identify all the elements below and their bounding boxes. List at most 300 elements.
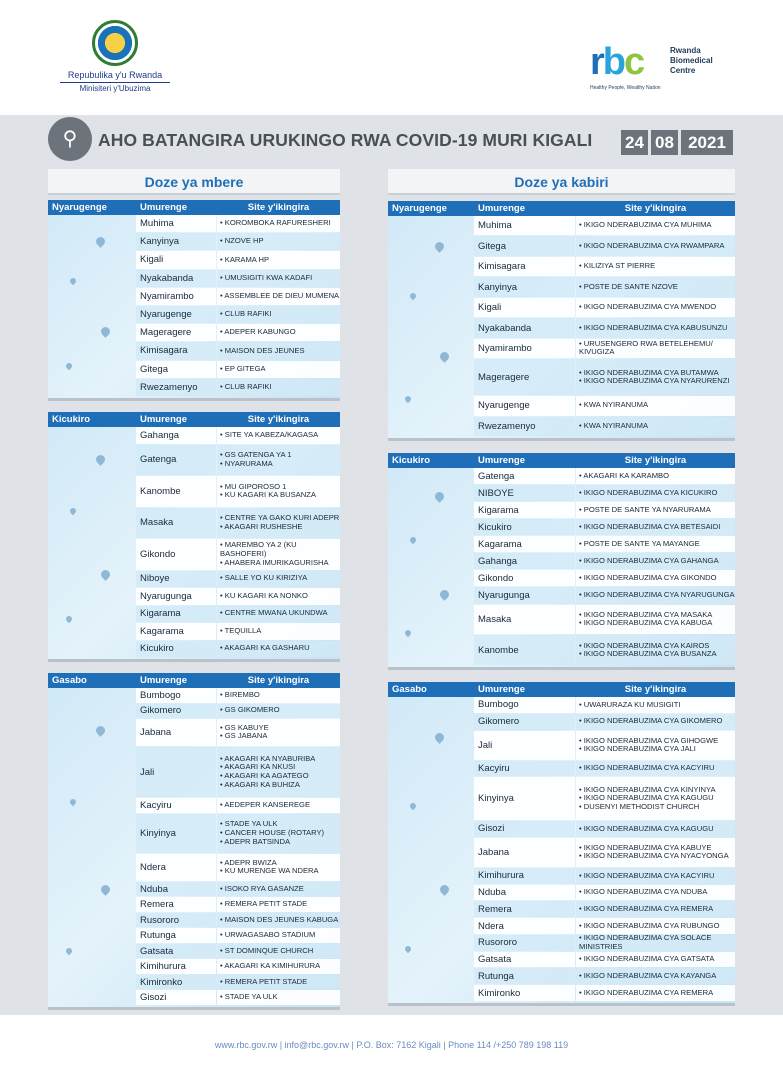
- vaccination-site: [217, 897, 340, 912]
- site-name: • KWA NYIRANUMA: [579, 420, 649, 430]
- table-row: [48, 379, 340, 397]
- ministry-name: Minisiteri y'Ubuzima: [60, 82, 170, 93]
- sector-name: Kimisagara: [474, 257, 575, 276]
- table-row: [388, 838, 735, 868]
- site-name: • GS GATENGA YA 1: [220, 450, 292, 460]
- table-row: [388, 216, 735, 236]
- vaccination-site: [576, 935, 735, 951]
- left-section-kicukiro: [48, 412, 340, 662]
- section-header: [48, 200, 340, 215]
- vaccine-location-icon: ⚲: [48, 117, 92, 161]
- site-name: • IKIGO NDERABUZIMA CYA BUTAMWA: [579, 367, 719, 377]
- sector-name: Jali: [474, 731, 575, 760]
- site-name: • CANCER HOUSE (ROTARY): [220, 828, 325, 837]
- site-name: • AKAGARI KA AGATEGO: [220, 771, 309, 781]
- first-dose-heading: Doze ya mbere: [48, 169, 340, 195]
- vaccination-site: [576, 502, 735, 518]
- vaccination-site: [217, 427, 340, 444]
- site-name: • KU KAGARI KA NONKO: [220, 590, 308, 600]
- vaccination-site: [576, 318, 735, 337]
- government-logo: [60, 20, 170, 93]
- site-name: • IKIGO NDERABUZIMA CYA JALI: [579, 744, 696, 754]
- vaccination-site: [576, 236, 735, 255]
- sector-name: Remera: [136, 897, 216, 912]
- table-row: [48, 882, 340, 898]
- site-name: • KU MURENGE WA NDERA: [220, 866, 319, 876]
- site-name: • POSTE DE SANTE YA NYARURAMA: [579, 504, 711, 514]
- sector-name: Kimironko: [136, 975, 216, 990]
- sector-name: Gikomero: [136, 704, 216, 719]
- table-row: [48, 342, 340, 360]
- sector-name: Kinyinya: [474, 777, 575, 820]
- site-name: • MAISON DES JEUNES KABUGA: [220, 914, 339, 924]
- vaccination-site: [576, 570, 735, 586]
- site-name: • KILIZIYA ST PIERRE: [579, 261, 656, 271]
- site-name: • GS KABUYE: [220, 722, 269, 732]
- site-name: • AKAGARI KA NYABURIBA: [220, 753, 316, 763]
- site-name: • CENTRE MWANA UKUNDWA: [220, 608, 328, 618]
- date-month: 08: [651, 130, 678, 155]
- table-row: [388, 396, 735, 416]
- table-row: [48, 270, 340, 288]
- rbc-logo: [590, 42, 760, 92]
- page-footer: [0, 1015, 783, 1080]
- table-row: [48, 288, 340, 306]
- site-name: • IKIGO NDERABUZIMA CYA KICUKIRO: [579, 487, 718, 497]
- vaccination-site: [576, 635, 735, 665]
- table-row: [48, 719, 340, 747]
- vaccination-site: [217, 944, 340, 959]
- site-name: • IKIGO NDERABUZIMA CYA KAGUGU: [579, 793, 714, 803]
- table-row: [48, 508, 340, 540]
- vaccination-site: [217, 476, 340, 507]
- date-year: 2021: [681, 130, 733, 155]
- sector-name: Rwezamenyo: [136, 379, 216, 396]
- site-name: • AKAGARI KA GASHARU: [220, 643, 310, 653]
- sector-name: Rutunga: [474, 968, 575, 984]
- table-row: [388, 468, 735, 485]
- table-row: [388, 236, 735, 256]
- table-row: [48, 747, 340, 798]
- left-section-nyarugenge: [48, 200, 340, 401]
- vaccination-site: [576, 918, 735, 934]
- site-name: • KWA NYIRANUMA: [579, 400, 649, 410]
- site-name: • ISOKO RYA GASANZE: [220, 883, 304, 893]
- sector-name: Bumbogo: [474, 697, 575, 713]
- vaccination-site: [576, 952, 735, 968]
- vaccination-site: [217, 814, 340, 853]
- vaccination-site: [217, 251, 340, 268]
- sector-name: Nyarugunga: [136, 588, 216, 605]
- vaccination-site: [576, 396, 735, 415]
- vaccination-site: [217, 288, 340, 305]
- site-name: • AKAGARI RUSHESHE: [220, 521, 303, 531]
- sector-name: Gahanga: [136, 427, 216, 444]
- vaccination-site: [217, 959, 340, 974]
- table-row: [388, 417, 735, 437]
- vaccination-site: [217, 606, 340, 623]
- footer-contact: www.rbc.gov.rw | info@rbc.gov.rw | P.O. Box: 7162 Kigali | Phone 114 /+250 789 198 119: [214, 1040, 569, 1050]
- site-name: • AKAGARI KA NKUSI: [220, 762, 296, 772]
- table-row: [48, 427, 340, 445]
- site-name: • IKIGO NDERABUZIMA CYA GATSATA: [579, 954, 715, 964]
- site-name: • GS JABANA: [220, 731, 268, 741]
- site-name: • IKIGO NDERABUZIMA CYA MASAKA: [579, 609, 713, 619]
- sector-name: Nyamirambo: [474, 339, 575, 358]
- sector-name: Kimihurura: [136, 959, 216, 974]
- table-row: [48, 688, 340, 704]
- site-name: • ADEPER KABUNGO: [220, 327, 296, 337]
- table-row: [388, 519, 735, 536]
- vaccination-site: [217, 571, 340, 588]
- site-name: • IKIGO NDERABUZIMA CYA KAIROS: [579, 640, 710, 650]
- site-name: • KOROMBOKA RAFURESHERI: [220, 218, 331, 228]
- sector-name: Nduba: [136, 882, 216, 897]
- sector-column-header: Umurenge: [140, 202, 187, 213]
- sector-name: Muhima: [136, 215, 216, 232]
- vaccination-site: [217, 704, 340, 719]
- site-name: • UWARURAZA KU MUSIGITI: [579, 699, 681, 709]
- sector-name: Gatsata: [136, 944, 216, 959]
- district-name: Nyarugenge: [52, 202, 107, 213]
- vaccination-site: [576, 697, 735, 713]
- vaccination-site: [217, 798, 340, 813]
- rbc-tagline: Healthy People, Wealthy Nation: [590, 85, 661, 91]
- table-row: [48, 539, 340, 571]
- sector-name: Kigali: [474, 298, 575, 317]
- vaccination-site: [217, 539, 340, 570]
- rwanda-seal-icon: [92, 20, 138, 66]
- sector-column-header: Umurenge: [478, 455, 525, 466]
- sector-column-header: Umurenge: [478, 684, 525, 695]
- table-row: [48, 897, 340, 913]
- sector-name: Rusororo: [136, 913, 216, 928]
- sector-name: Rutunga: [136, 928, 216, 943]
- site-name: • ASSEMBLEE DE DIEU MUMENA: [220, 291, 340, 301]
- table-row: [48, 959, 340, 975]
- sector-name: Kicukiro: [474, 519, 575, 535]
- site-name: • NZOVE HP: [220, 236, 264, 246]
- site-name: • TEQUILLA: [220, 625, 262, 635]
- section-header: [48, 673, 340, 688]
- sector-name: Gahanga: [474, 553, 575, 569]
- sector-column-header: Umurenge: [140, 675, 187, 686]
- vaccination-site: [576, 777, 735, 820]
- table-row: [388, 318, 735, 338]
- sector-name: Kanyinya: [136, 233, 216, 250]
- sector-name: Gikondo: [136, 539, 216, 570]
- site-name: • URWAGASABO STADIUM: [220, 930, 316, 940]
- vaccination-site: [217, 215, 340, 232]
- sector-name: Gikomero: [474, 714, 575, 730]
- site-name: • REMERA PETIT STADE: [220, 976, 308, 986]
- site-name: • IKIGO NDERABUZIMA CYA KACYIRU: [579, 763, 715, 773]
- sector-name: NIBOYE: [474, 485, 575, 501]
- vaccination-site: [576, 731, 735, 760]
- sector-name: Mageragere: [474, 359, 575, 395]
- vaccination-site: [576, 298, 735, 317]
- vaccination-site: [576, 885, 735, 901]
- vaccination-site: [217, 688, 340, 703]
- sector-name: Kinyinya: [136, 814, 216, 853]
- sector-name: Ndera: [474, 918, 575, 934]
- site-name: • IKIGO NDERABUZIMA CYA KACYIRU: [579, 870, 715, 880]
- sector-name: Rusororo: [474, 935, 575, 951]
- table-row: [48, 928, 340, 944]
- sector-name: Nyarugenge: [136, 306, 216, 323]
- vaccination-site: [576, 821, 735, 837]
- sector-name: Kigarama: [136, 606, 216, 623]
- site-name: • IKIGO NDERABUZIMA CYA REMERA: [579, 904, 714, 914]
- vaccination-site: [217, 990, 340, 1005]
- site-name: • IKIGO NDERABUZIMA CYA KAGUGU: [579, 823, 714, 833]
- table-row: [388, 885, 735, 902]
- sector-name: Gikondo: [474, 570, 575, 586]
- site-name: • CLUB RAFIKI: [220, 309, 272, 319]
- site-name: • IKIGO NDERABUZIMA CYA GIKONDO: [579, 573, 717, 583]
- rbc-name: Rwanda Biomedical Centre: [670, 46, 713, 75]
- vaccination-site: [217, 306, 340, 323]
- sector-name: Mageragere: [136, 324, 216, 341]
- government-name: Repubulika y'u Rwanda: [67, 70, 163, 80]
- site-column-header: Site y'ikingira: [247, 202, 310, 213]
- vaccination-site: [217, 641, 340, 658]
- vaccination-site: [217, 233, 340, 250]
- site-name: • IKIGO NDERABUZIMA CYA BETESAIDI: [579, 521, 721, 531]
- table-row: [388, 587, 735, 604]
- table-row: [388, 777, 735, 821]
- site-column-header: Site y'ikingira: [247, 414, 310, 425]
- district-name: Gasabo: [392, 684, 427, 695]
- table-row: [388, 605, 735, 636]
- vaccination-site: [576, 587, 735, 603]
- site-name: • SALLE YO KU KIRIZIYA: [220, 573, 308, 583]
- table-row: [388, 985, 735, 1002]
- vaccination-site: [217, 342, 340, 359]
- site-name: • IKIGO NDERABUZIMA CYA NYARUGUNGA: [579, 590, 735, 600]
- sector-name: Kimihurura: [474, 868, 575, 884]
- second-dose-heading: Doze ya kabiri: [388, 169, 735, 195]
- site-column-header: Site y'ikingira: [624, 684, 687, 695]
- sector-name: Gisozi: [474, 821, 575, 837]
- sector-name: Kacyiru: [136, 798, 216, 813]
- site-name: • AHABERA IMURIKAGURISHA: [220, 557, 329, 567]
- vaccination-site: [576, 257, 735, 276]
- sector-name: Kanyinya: [474, 277, 575, 296]
- vaccination-site: [576, 277, 735, 296]
- vaccination-site: [576, 485, 735, 501]
- table-row: [388, 635, 735, 666]
- table-row: [388, 298, 735, 318]
- table-row: [48, 641, 340, 659]
- site-column-header: Site y'ikingira: [624, 203, 687, 214]
- sector-name: Nyarugenge: [474, 396, 575, 415]
- section-header: [388, 453, 735, 468]
- site-name: • IKIGO NDERABUZIMA CYA NYACYONGA: [579, 851, 729, 861]
- table-row: [388, 257, 735, 277]
- site-name: • CLUB RAFIKI: [220, 382, 272, 392]
- site-name: • DUSENYI METHODIST CHURCH: [579, 802, 700, 812]
- vaccination-site: [217, 928, 340, 943]
- sector-name: Niboye: [136, 571, 216, 588]
- vaccination-site: [217, 361, 340, 378]
- table-row: [388, 339, 735, 359]
- table-row: [48, 445, 340, 477]
- vaccination-site: [217, 508, 340, 539]
- site-name: • UMUSIGITI KWA KADAFI: [220, 272, 313, 282]
- site-name: • ADEPR BWIZA: [220, 857, 277, 867]
- site-name: • CENTRE YA GAKO KURI ADEPR: [220, 513, 340, 523]
- site-name: • POSTE DE SANTE NZOVE: [579, 281, 678, 291]
- vaccination-site: [217, 719, 340, 746]
- right-section-kicukiro: [388, 453, 735, 670]
- table-row: [388, 968, 735, 985]
- vaccination-site: [217, 882, 340, 897]
- vaccination-site: [217, 379, 340, 396]
- vaccination-site: [576, 536, 735, 552]
- vaccination-site: [217, 270, 340, 287]
- vaccination-site: [217, 747, 340, 797]
- site-name: • URUSENGERO RWA BETELEHEMU/ KIVUGIZA: [579, 338, 713, 357]
- site-name: • MAREMBO YA 2 (KU BASHOFERI): [220, 540, 297, 558]
- site-name: • STADE YA ULK: [220, 819, 278, 829]
- sector-name: Muhima: [474, 216, 575, 235]
- site-name: • POSTE DE SANTE YA MAYANGE: [579, 539, 700, 548]
- site-name: • IKIGO NDERABUZIMA CYA KABUGA: [579, 618, 713, 628]
- site-name: • IKIGO NDERABUZIMA CYA KABUSUNZU: [579, 322, 728, 332]
- table-row: [48, 623, 340, 641]
- table-row: [48, 233, 340, 251]
- sector-column-header: Umurenge: [140, 414, 187, 425]
- site-name: • EP GITEGA: [220, 363, 266, 373]
- site-name: • KU KAGARI KA BUSANZA: [220, 490, 316, 500]
- table-row: [388, 731, 735, 761]
- date-day: 24: [621, 130, 648, 155]
- site-name: • IKIGO NDERABUZIMA CYA REMERA: [579, 987, 714, 997]
- vaccination-site: [576, 985, 735, 1001]
- sector-name: Masaka: [474, 605, 575, 635]
- right-section-gasabo: [388, 682, 735, 1006]
- page-header: [0, 0, 783, 115]
- vaccination-site: [576, 714, 735, 730]
- vaccination-site: [217, 975, 340, 990]
- section-header: [48, 412, 340, 427]
- table-row: [388, 553, 735, 570]
- table-row: [388, 697, 735, 714]
- sector-name: Masaka: [136, 508, 216, 539]
- vaccination-site: [576, 216, 735, 235]
- sector-name: Kagarama: [474, 536, 575, 552]
- site-name: • IKIGO NDERABUZIMA CYA SOLACE MINISTRIES: [579, 933, 712, 951]
- sector-name: Nyakabanda: [474, 318, 575, 337]
- table-row: [388, 502, 735, 519]
- table-row: [48, 215, 340, 233]
- site-name: • SITE YA KABEZA/KAGASA: [220, 429, 319, 439]
- sector-name: Gitega: [136, 361, 216, 378]
- table-row: [48, 944, 340, 960]
- site-column-header: Site y'ikingira: [624, 455, 687, 466]
- rbc-mark: rbc: [590, 41, 644, 83]
- sector-name: Kacyiru: [474, 761, 575, 777]
- site-name: • MU GIPOROSO 1: [220, 481, 287, 491]
- site-name: • IKIGO NDERABUZIMA CYA KAYANGA: [579, 971, 717, 981]
- site-name: • MAISON DES JEUNES: [220, 345, 305, 355]
- table-row: [48, 476, 340, 508]
- table-row: [48, 990, 340, 1006]
- table-row: [48, 571, 340, 589]
- site-name: • AKAGARI KA KIMIHURURA: [220, 961, 321, 971]
- site-name: • IKIGO NDERABUZIMA CYA NDUBA: [579, 887, 708, 897]
- table-row: [48, 324, 340, 342]
- sector-name: Remera: [474, 901, 575, 917]
- vaccination-site: [576, 868, 735, 884]
- site-name: • IKIGO NDERABUZIMA CYA GIKOMERO: [579, 716, 723, 726]
- site-name: • ADEPR BATSINDA: [220, 836, 291, 846]
- table-row: [388, 485, 735, 502]
- table-row: [48, 361, 340, 379]
- table-row: [48, 798, 340, 814]
- sector-name: Kagarama: [136, 623, 216, 640]
- table-row: [388, 901, 735, 918]
- table-row: [48, 854, 340, 882]
- vaccination-site: [217, 913, 340, 928]
- table-row: [388, 821, 735, 838]
- vaccination-site: [217, 623, 340, 640]
- sector-name: Nyakabanda: [136, 270, 216, 287]
- vaccination-site: [576, 838, 735, 867]
- vaccination-site: [576, 468, 735, 484]
- table-row: [388, 277, 735, 297]
- table-row: [48, 704, 340, 720]
- sector-name: Bumbogo: [136, 688, 216, 703]
- sector-name: Gatenga: [136, 445, 216, 476]
- table-row: [48, 975, 340, 991]
- site-name: • ST DOMINQUE CHURCH: [220, 945, 314, 955]
- site-name: • IKIGO NDERABUZIMA CYA NYARURENZI: [579, 376, 730, 386]
- sector-name: Kimironko: [474, 985, 575, 1001]
- sector-name: Nyarugunga: [474, 587, 575, 603]
- district-name: Gasabo: [52, 675, 87, 686]
- table-row: [388, 714, 735, 731]
- vaccination-site: [576, 605, 735, 635]
- section-header: [388, 201, 735, 216]
- sector-name: Gisozi: [136, 990, 216, 1005]
- table-row: [388, 570, 735, 587]
- table-row: [48, 588, 340, 606]
- table-row: [388, 761, 735, 778]
- table-row: [388, 952, 735, 969]
- site-name: • GS GIKOMERO: [220, 705, 280, 715]
- sector-name: Nduba: [474, 885, 575, 901]
- site-name: • IKIGO NDERABUZIMA CYA KABUYE: [579, 842, 712, 852]
- district-name: Kicukiro: [392, 455, 431, 466]
- sector-name: Gatsata: [474, 952, 575, 968]
- vaccination-site: [576, 901, 735, 917]
- vaccination-site: [576, 417, 735, 436]
- sector-name: Nyamirambo: [136, 288, 216, 305]
- sector-name: Kicukiro: [136, 641, 216, 658]
- vaccination-site: [217, 324, 340, 341]
- sector-name: Kimisagara: [136, 342, 216, 359]
- page-title: AHO BATANGIRA URUKINGO RWA COVID-19 MURI KIGALI: [98, 130, 593, 150]
- vaccination-site: [576, 359, 735, 395]
- district-name: Nyarugenge: [392, 203, 447, 214]
- site-name: • STADE YA ULK: [220, 992, 278, 1002]
- site-name: • AEDEPER KANSEREGE: [220, 800, 311, 810]
- vaccination-site: [576, 519, 735, 535]
- sector-name: Ndera: [136, 854, 216, 881]
- table-row: [388, 868, 735, 885]
